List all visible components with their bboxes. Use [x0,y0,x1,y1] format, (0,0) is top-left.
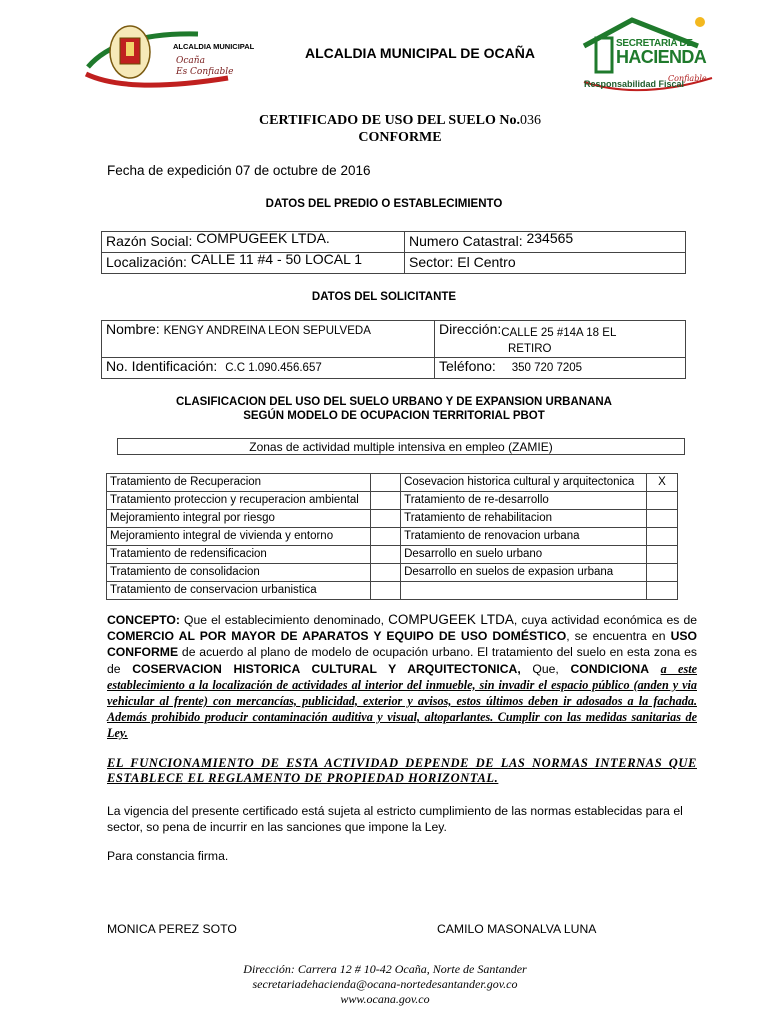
solicitante-heading: DATOS DEL SOLICITANTE [311,291,457,303]
catastral-value: 234565 [526,230,574,246]
direccion-cell [435,321,686,358]
certificate-title-line1: CERTIFICADO DE USO DEL SUELO No. [259,113,520,128]
tratamiento-left-mark [370,492,400,510]
predio-heading: DATOS DEL PREDIO O ESTABLECIMIENTO [265,198,503,210]
sector-cell [405,253,686,274]
concepto-label: CONCEPTO: [107,613,180,627]
tratamiento-right-mark [647,528,678,546]
tratamiento-row [107,546,678,564]
certificate-title-line2: CONFORME [358,130,442,145]
tratamiento-left-label: Tratamiento de conservacion urbanistica [107,582,371,600]
concepto-actividad: COMERCIO AL POR MAYOR DE APARATOS Y EQUIPO DE USO DOMÉSTICO [107,629,567,644]
hacienda-logo [580,16,720,98]
tratamiento-left-mark [370,546,400,564]
tratamiento-left-label: Tratamiento proteccion y recuperacion ambiental [107,492,371,510]
predio-table [101,231,686,274]
tratamientos-table [106,473,678,600]
clasificacion-heading [0,395,768,423]
concepto-estado: USO CONFORME [107,629,697,660]
signature-left: MONICA PEREZ SOTO [107,922,237,936]
tratamiento-left-label: Tratamiento de consolidacion [107,564,371,582]
telefono-cell [435,358,686,379]
hacienda-logo-line3: Responsabilidad Fiscal [584,79,685,89]
nombre-label: Nombre: [106,321,160,337]
direccion-value-2: RETIRO [508,343,552,355]
norms-notice: EL FUNCIONAMIENTO DE ESTA ACTIVIDAD DEPENDE DE LAS NORMAS INTERNAS QUE ESTABLECE EL REGLAMENTO DE PROPIEDAD HORIZONTAL. [107,756,697,785]
concepto-text-3: , se encuentra en [566,629,671,644]
tratamiento-right-mark [647,492,678,510]
localizacion-cell [102,253,405,274]
razon-label: Razón Social: [106,233,193,249]
solicitante-table [101,320,686,379]
tratamiento-right-mark [647,582,678,600]
concepto-text-2: , cuya actividad económica es de [513,613,698,627]
footer [180,962,590,1007]
tratamiento-row [107,582,678,600]
sector-value: El Centro [457,254,516,270]
signature-right: CAMILO MASONALVA LUNA [437,922,597,936]
razon-cell [102,232,405,253]
tratamiento-right-mark [647,564,678,582]
hacienda-logo-line1: SECRETARIA DE [616,38,693,49]
footer-website: www.ocana.gov.co [340,992,430,1006]
tratamiento-row [107,510,678,528]
alcaldia-logo [78,12,258,92]
concepto-paragraph [107,612,697,742]
hacienda-logo-line2: HACIENDA [616,47,707,67]
tratamiento-right-label: Desarrollo en suelo urbano [401,546,647,564]
issue-date-label: Fecha de expedición [107,163,232,178]
tratamiento-row [107,564,678,582]
concepto-text-4: de acuerdo al plano de modelo de ocupación urbano. El tratamiento del suelo en esta zona es de [107,645,697,676]
tratamiento-left-label: Mejoramiento integral por riesgo [107,510,371,528]
tratamiento-right-label [401,582,647,600]
certificate-number: 036 [519,113,541,128]
tratamiento-right-label: Tratamiento de rehabilitacion [401,510,647,528]
razon-value: COMPUGEEK LTDA. [196,230,330,246]
telefono-value: 350 720 7205 [511,362,583,374]
slogan-line-1: Ocaña [176,56,205,66]
alcaldia-slogan [176,56,234,78]
concepto-text-1: Que el establecimiento denominado, [179,613,389,627]
localizacion-value: CALLE 11 #4 - 50 LOCAL 1 [190,251,363,267]
tratamiento-left-label: Tratamiento de Recuperacion [107,474,371,492]
telefono-label: Teléfono: [439,358,496,374]
header-title: ALCALDIA MUNICIPAL DE OCAÑA [305,45,535,61]
tratamiento-right-label: Tratamiento de re-desarrollo [401,492,647,510]
alcaldia-logo-label: ALCALDIA MUNICIPAL [173,42,255,51]
tratamiento-left-label: Mejoramiento integral de vivienda y entorno [107,528,371,546]
concepto-text-5: Que, [520,661,571,676]
tratamiento-right-mark [647,510,678,528]
tratamiento-row [107,492,678,510]
tratamiento-row [107,528,678,546]
catastral-cell [405,232,686,253]
tratamiento-left-mark [370,528,400,546]
tratamiento-left-label: Tratamiento de redensificacion [107,546,371,564]
tratamiento-right-mark: X [647,474,678,492]
constancia-text: Para constancia firma. [107,849,229,863]
footer-address: Dirección: Carrera 12 # 10-42 Ocaña, Norte de Santander [243,962,527,976]
identificacion-value: C.C 1.090.456.657 [225,362,322,374]
direccion-value-1: CALLE 25 #14A 18 EL [501,327,617,339]
tratamiento-right-label: Tratamiento de renovacion urbana [401,528,647,546]
identificacion-cell [102,358,435,379]
validity-paragraph: La vigencia del presente certificado está sujeta al estricto cumplimiento de las normas establecidas para el sector, so pena de incurrir en las sanciones que impone la Ley. [107,804,683,834]
slogan-line-2: Es Confiable [176,67,234,77]
concepto-condiciona: CONDICIONA [570,661,649,676]
concepto-condicion: a este establecimiento a la localización de actividades al interior del inmueble, sin invadir el espacio público (anden y via vehicular al frente) con mercancías, publicidad, exterior y avisos, estos últimos deben ir adosados a la fachada. Además prohibido producir contaminación auditiva y visual, altoparlantes. Cumplir con las medidas sanitarias de Ley. [107,661,698,741]
certificate-title [200,112,600,146]
identificacion-label: No. Identificación: [106,358,218,374]
concepto-establecimiento: COMPUGEEK LTDA [388,612,514,627]
zona-box: Zonas de actividad multiple intensiva en empleo (ZAMIE) [117,438,685,455]
alcaldia-swoosh-icon [78,12,258,92]
nombre-cell [102,321,435,358]
catastral-label: Numero Catastral: [409,233,523,249]
tratamiento-left-mark [370,564,400,582]
footer-email: secretariadehacienda@ocana-nortedesantander.gov.co [252,977,518,991]
tratamiento-right-label: Desarrollo en suelos de expasion urbana [401,564,647,582]
hacienda-logo-line4: Confiable [668,74,707,83]
tratamiento-left-mark [370,510,400,528]
nombre-value: KENGY ANDREINA LEON SEPULVEDA [163,325,371,337]
tratamiento-left-mark [370,582,400,600]
clasificacion-heading-line1: CLASIFICACION DEL USO DEL SUELO URBANO Y DE EXPANSION URBANANA [176,396,612,408]
direccion-label: Dirección: [439,321,502,337]
sector-label: Sector: [409,254,454,270]
issue-date [107,163,370,178]
tratamiento-row [107,474,678,492]
tratamiento-right-mark [647,546,678,564]
clasificacion-heading-line2: SEGÚN MODELO DE OCUPACION TERRITORIAL PBOT [243,410,545,422]
issue-date-value: 07 de octubre de 2016 [235,163,371,178]
concepto-tratamiento: COSERVACION HISTORICA CULTURAL Y ARQUITECTONICA, [132,661,521,676]
tratamiento-right-label: Cosevacion historica cultural y arquitectonica [401,474,647,492]
localizacion-label: Localización: [106,254,187,270]
tratamiento-left-mark [370,474,400,492]
